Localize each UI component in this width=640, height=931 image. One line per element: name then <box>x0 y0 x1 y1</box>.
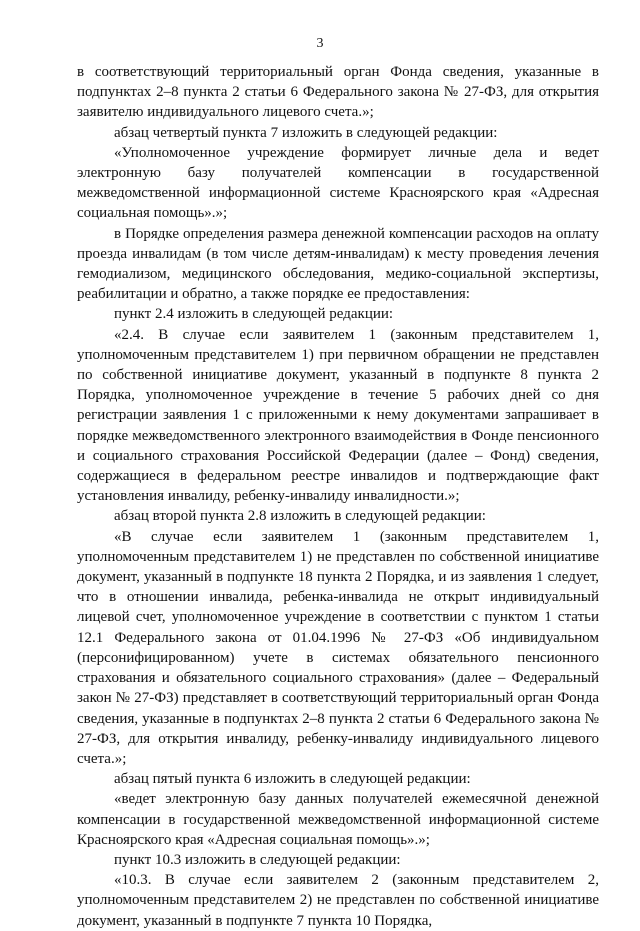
document-body <box>77 62 599 931</box>
paragraph: «10.3. В случае если заявителем 2 (законным представителем 2, уполномоченным представителем 2) не представлен по собственной инициативе документ, указанный в подпункте 7 пункта 10 Порядка, <box>77 872 599 929</box>
paragraph: «2.4. В случае если заявителем 1 (законным представителем 1, уполномоченным представителем 1) при первичном обращении не представлен по собственной инициативе документ, указанный в подпункте 8 пункта 2 Порядка, уполномоченное учреждение в течение 5 рабочих дней со дня регистрации заявления 1 с приложенными к нему документами запрашивает в порядке межведомственного электронного взаимодействия в Фонде пенсионного и социального страхования Российской Федерации (далее – Фонд) сведения, содержащиеся в федеральном реестре инвалидов и подтверждающие факт установления инвалиду, ребенку-инвалиду инвалидности.»; <box>77 326 599 505</box>
paragraph: абзац пятый пункта 6 изложить в следующей редакции: <box>114 771 471 788</box>
paragraph: пункт 10.3 изложить в следующей редакции: <box>114 851 401 868</box>
paragraph: абзац четвертый пункта 7 изложить в следующей редакции: <box>114 124 498 141</box>
paragraph: «ведет электронную базу данных получателей ежемесячной денежной компенсации в государственной межведомственной информационной системе Красноярского края «Адресная социальная помощь».»; <box>77 791 599 848</box>
paragraph: в Порядке определения размера денежной компенсации расходов на оплату проезда инвалидам (в том числе детям-инвалидам) к месту проведения лечения гемодиализом, медицинского обследования, медико-социальной экспертизы, реабилитации и обратно, а также порядке ее предоставления: <box>77 225 599 303</box>
paragraph: абзац второй пункта 2.8 изложить в следующей редакции: <box>114 508 486 525</box>
paragraph: пункт 2.4 изложить в следующей редакции: <box>114 306 394 323</box>
paragraph: «Уполномоченное учреждение формирует личные дела и ведет электронную базу получателей компенсации в государственной межведомственной информационной системе Красноярского края «Адресная социальная помощь».»; <box>77 144 599 222</box>
paragraph: в соответствующий территориальный орган Фонда сведения, указанные в подпунктах 2–8 пункта 2 статьи 6 Федерального закона № 27-ФЗ, для открытия заявителю индивидуального лицевого счета.»; <box>77 64 599 121</box>
page-number: 3 <box>316 36 324 51</box>
paragraph: «В случае если заявителем 1 (законным представителем 1, уполномоченным представителем 1) не представлен по собственной инициативе документ, указанный в подпункте 18 пункта 2 Порядка, и из заявления 1 следует, что в отношении инвалида, ребенка-инвалида не открыт индивидуальный лицевой счет, уполномоченное учреждение в соответствии с пунктом 1 статьи 12.1 Федерального закона от 01.04.1996 № 27-ФЗ «Об индивидуальном (персонифицированном) учете в системах обязательного пенсионного страхования и обязательного социального страхования» (далее – Федеральный закон № 27-ФЗ) представляет в соответствующий территориальный орган Фонда сведения, указанные в подпунктах 2–8 пункта 2 статьи 6 Федерального закона № 27-ФЗ, для открытия инвалиду, ребенку-инвалиду индивидуального лицевого счета.»; <box>77 528 599 767</box>
